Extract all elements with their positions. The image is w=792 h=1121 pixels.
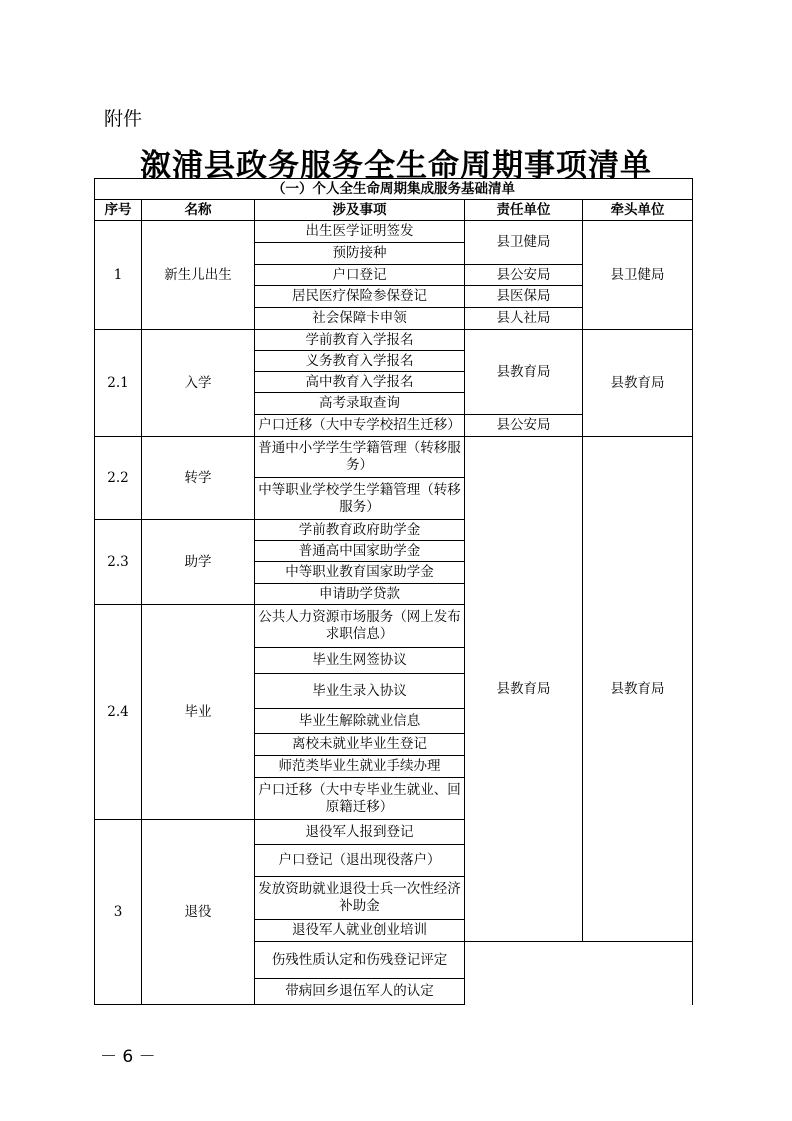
responsible-unit: 县公安局	[465, 265, 583, 286]
service-item: 中等职业教育国家助学金	[255, 562, 465, 584]
responsible-unit: 县医保局	[465, 286, 583, 308]
service-item: 伤残性质认定和伤残登记评定	[255, 942, 465, 979]
service-item: 社会保障卡申领	[255, 308, 465, 330]
table-subtitle-row	[95, 179, 693, 200]
page-number: － 6 －	[100, 1047, 156, 1067]
responsible-unit: 县公安局	[465, 415, 583, 437]
service-item: 退役军人报到登记	[255, 820, 465, 845]
service-item: 离校未就业毕业生登记	[255, 734, 465, 756]
column-header: 涉及事项	[255, 200, 465, 221]
responsible-unit: 县教育局	[465, 437, 583, 942]
table-subtitle: （一）个人全生命周期集成服务基础清单	[95, 179, 693, 200]
table-row	[95, 330, 693, 351]
service-item: 高考录取查询	[255, 393, 465, 415]
service-item: 申请助学贷款	[255, 584, 465, 605]
service-item: 退役军人就业创业培训	[255, 920, 465, 942]
table-header-row	[95, 200, 693, 221]
service-item: 公共人力资源市场服务（网上发布求职信息）	[255, 605, 465, 648]
row-number: 3	[95, 820, 142, 1005]
service-item: 毕业生解除就业信息	[255, 709, 465, 734]
service-item: 户口登记（退出现役落户）	[255, 845, 465, 877]
service-item: 师范类毕业生就业手续办理	[255, 756, 465, 778]
service-list-table	[94, 178, 693, 1005]
service-item: 预防接种	[255, 243, 465, 265]
responsible-unit: 县人社局	[465, 308, 583, 330]
lead-unit: 县卫健局	[583, 221, 693, 330]
service-name: 毕业	[142, 605, 255, 820]
column-header: 责任单位	[465, 200, 583, 221]
service-item: 普通中小学学生学籍管理（转移服务）	[255, 437, 465, 478]
service-item: 学前教育入学报名	[255, 330, 465, 351]
row-number: 2.1	[95, 330, 142, 437]
service-item: 发放资助就业退役士兵一次性经济补助金	[255, 877, 465, 920]
lead-unit: 县教育局	[583, 437, 693, 942]
row-number: 2.3	[95, 520, 142, 605]
column-header: 名称	[142, 200, 255, 221]
row-number: 2.4	[95, 605, 142, 820]
service-item: 中等职业学校学生学籍管理（转移服务）	[255, 478, 465, 520]
column-header: 牵头单位	[583, 200, 693, 221]
service-item: 毕业生网签协议	[255, 648, 465, 674]
service-item: 学前教育政府助学金	[255, 520, 465, 541]
service-item: 义务教育入学报名	[255, 351, 465, 372]
attachment-label: 附件	[104, 108, 143, 130]
service-item: 居民医疗保险参保登记	[255, 286, 465, 308]
service-item: 带病回乡退伍军人的认定	[255, 979, 465, 1005]
service-item: 户口登记	[255, 265, 465, 286]
service-item: 户口迁移（大中专学校招生迁移）	[255, 415, 465, 437]
row-number: 2.2	[95, 437, 142, 520]
column-header: 序号	[95, 200, 142, 221]
service-item: 毕业生录入协议	[255, 674, 465, 709]
row-number: 1	[95, 221, 142, 330]
service-item: 普通高中国家助学金	[255, 541, 465, 562]
page-title: 溆浦县政务服务全生命周期事项清单	[140, 148, 652, 184]
service-name: 新生儿出生	[142, 221, 255, 330]
table-row	[95, 437, 693, 478]
responsible-unit: 县教育局	[465, 330, 583, 415]
service-item: 户口迁移（大中专毕业生就业、回原籍迁移）	[255, 778, 465, 820]
service-name: 退役	[142, 820, 255, 1005]
responsible-unit: 县卫健局	[465, 221, 583, 265]
service-item: 出生医学证明签发	[255, 221, 465, 243]
service-item: 高中教育入学报名	[255, 372, 465, 393]
table-row	[95, 221, 693, 243]
lead-unit: 县教育局	[583, 330, 693, 437]
service-name: 转学	[142, 437, 255, 520]
service-name: 助学	[142, 520, 255, 605]
service-name: 入学	[142, 330, 255, 437]
